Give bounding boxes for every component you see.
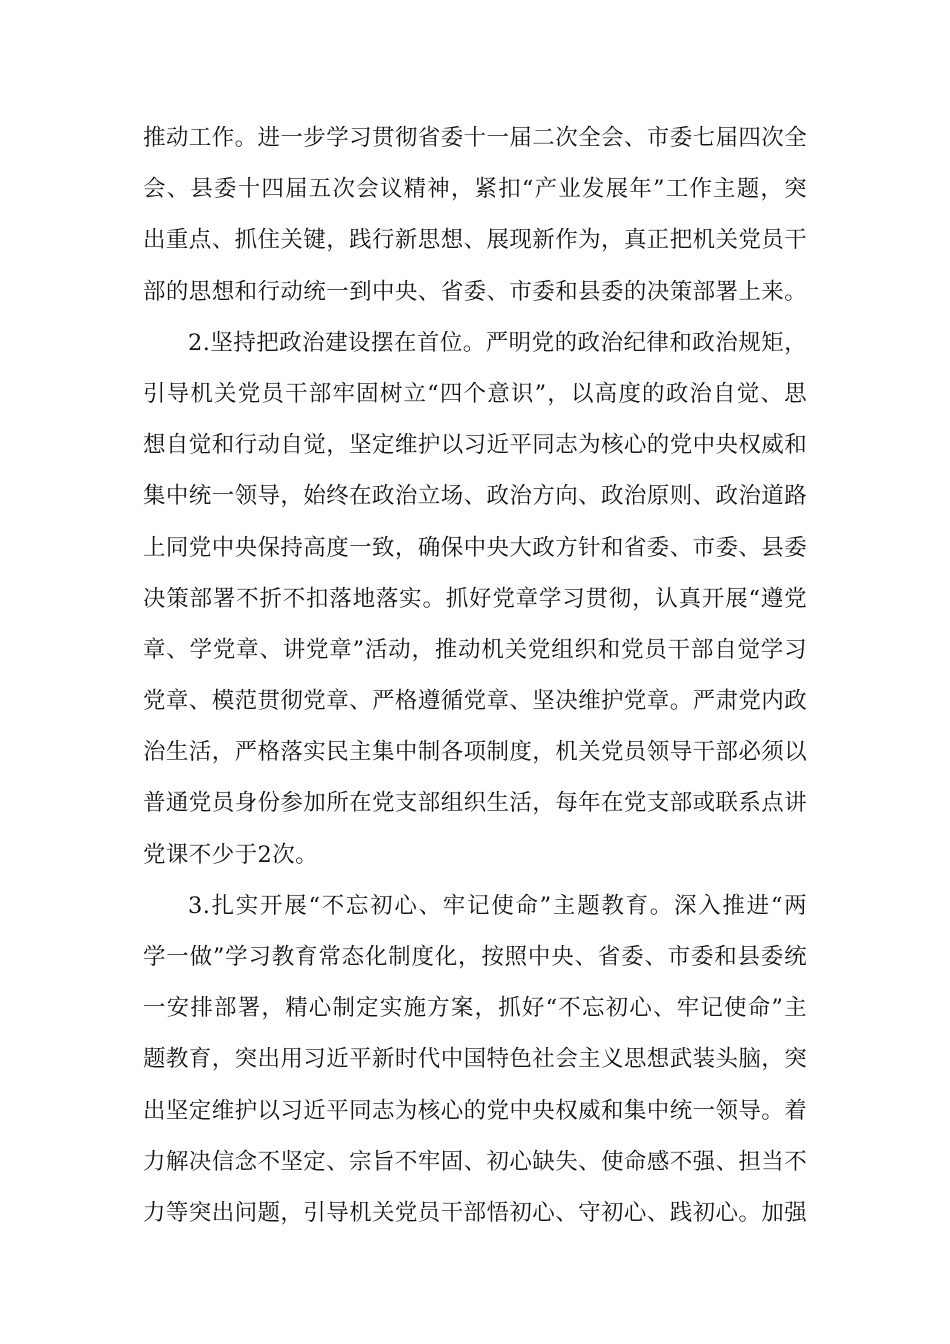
text-line: 会、县委十四届五次会议精神，紧扣“产业发展年”工作主题，突 bbox=[143, 176, 807, 203]
text-line: 力解决信念不坚定、宗旨不牢固、初心缺失、使命感不强、担当不 bbox=[143, 1148, 808, 1175]
text-line: 章、学党章、讲党章”活动，推动机关党组织和党员干部自觉学习 bbox=[143, 636, 807, 663]
text-line: 3.扎实开展“不忘初心、牢记使命”主题教育。深入推进“两 bbox=[188, 892, 807, 919]
text-line: 题教育，突出用习近平新时代中国特色社会主义思想武装头脑，突 bbox=[143, 1046, 808, 1073]
text-line: 党课不少于2次。 bbox=[143, 841, 319, 868]
text-line: 普通党员身份参加所在党支部组织生活，每年在党支部或联系点讲 bbox=[143, 790, 808, 817]
text-line: 出坚定维护以习近平同志为核心的党中央权威和集中统一领导。着 bbox=[143, 1097, 808, 1124]
text-line: 集中统一领导，始终在政治立场、政治方向、政治原则、政治道路 bbox=[143, 483, 808, 510]
text-line: 力等突出问题，引导机关党员干部悟初心、守初心、践初心。加强 bbox=[143, 1199, 808, 1226]
text-line: 决策部署不折不扣落地落实。抓好党章学习贯彻，认真开展“遵党 bbox=[143, 585, 807, 612]
text-line: 推动工作。进一步学习贯彻省委十一届二次全会、市委七届四次全 bbox=[143, 125, 808, 151]
text-line: 引导机关党员干部牢固树立“四个意识”，以高度的政治自觉、思 bbox=[143, 380, 807, 407]
text-line: 部的思想和行动统一到中央、省委、市委和县委的决策部署上来。 bbox=[143, 278, 808, 305]
text-line: 想自觉和行动自觉，坚定维护以习近平同志为核心的党中央权威和 bbox=[143, 432, 808, 459]
text-line: 治生活，严格落实民主集中制各项制度，机关党员领导干部必须以 bbox=[143, 739, 808, 766]
text-line: 出重点、抓住关键，践行新思想、展现新作为，真正把机关党员干 bbox=[143, 227, 808, 254]
text-line: 一安排部署，精心制定实施方案，抓好“不忘初心、牢记使命”主 bbox=[143, 995, 807, 1022]
body-text bbox=[143, 113, 807, 1239]
text-line: 党章、模范贯彻党章、严格遵循党章、坚决维护党章。严肃党内政 bbox=[143, 688, 808, 715]
text-line: 2.坚持把政治建设摆在首位。严明党的政治纪律和政治规矩， bbox=[188, 329, 807, 356]
text-line: 学一做”学习教育常态化制度化，按照中央、省委、市委和县委统 bbox=[143, 944, 807, 970]
text-line: 上同党中央保持高度一致，确保中央大政方针和省委、市委、县委 bbox=[143, 534, 808, 561]
